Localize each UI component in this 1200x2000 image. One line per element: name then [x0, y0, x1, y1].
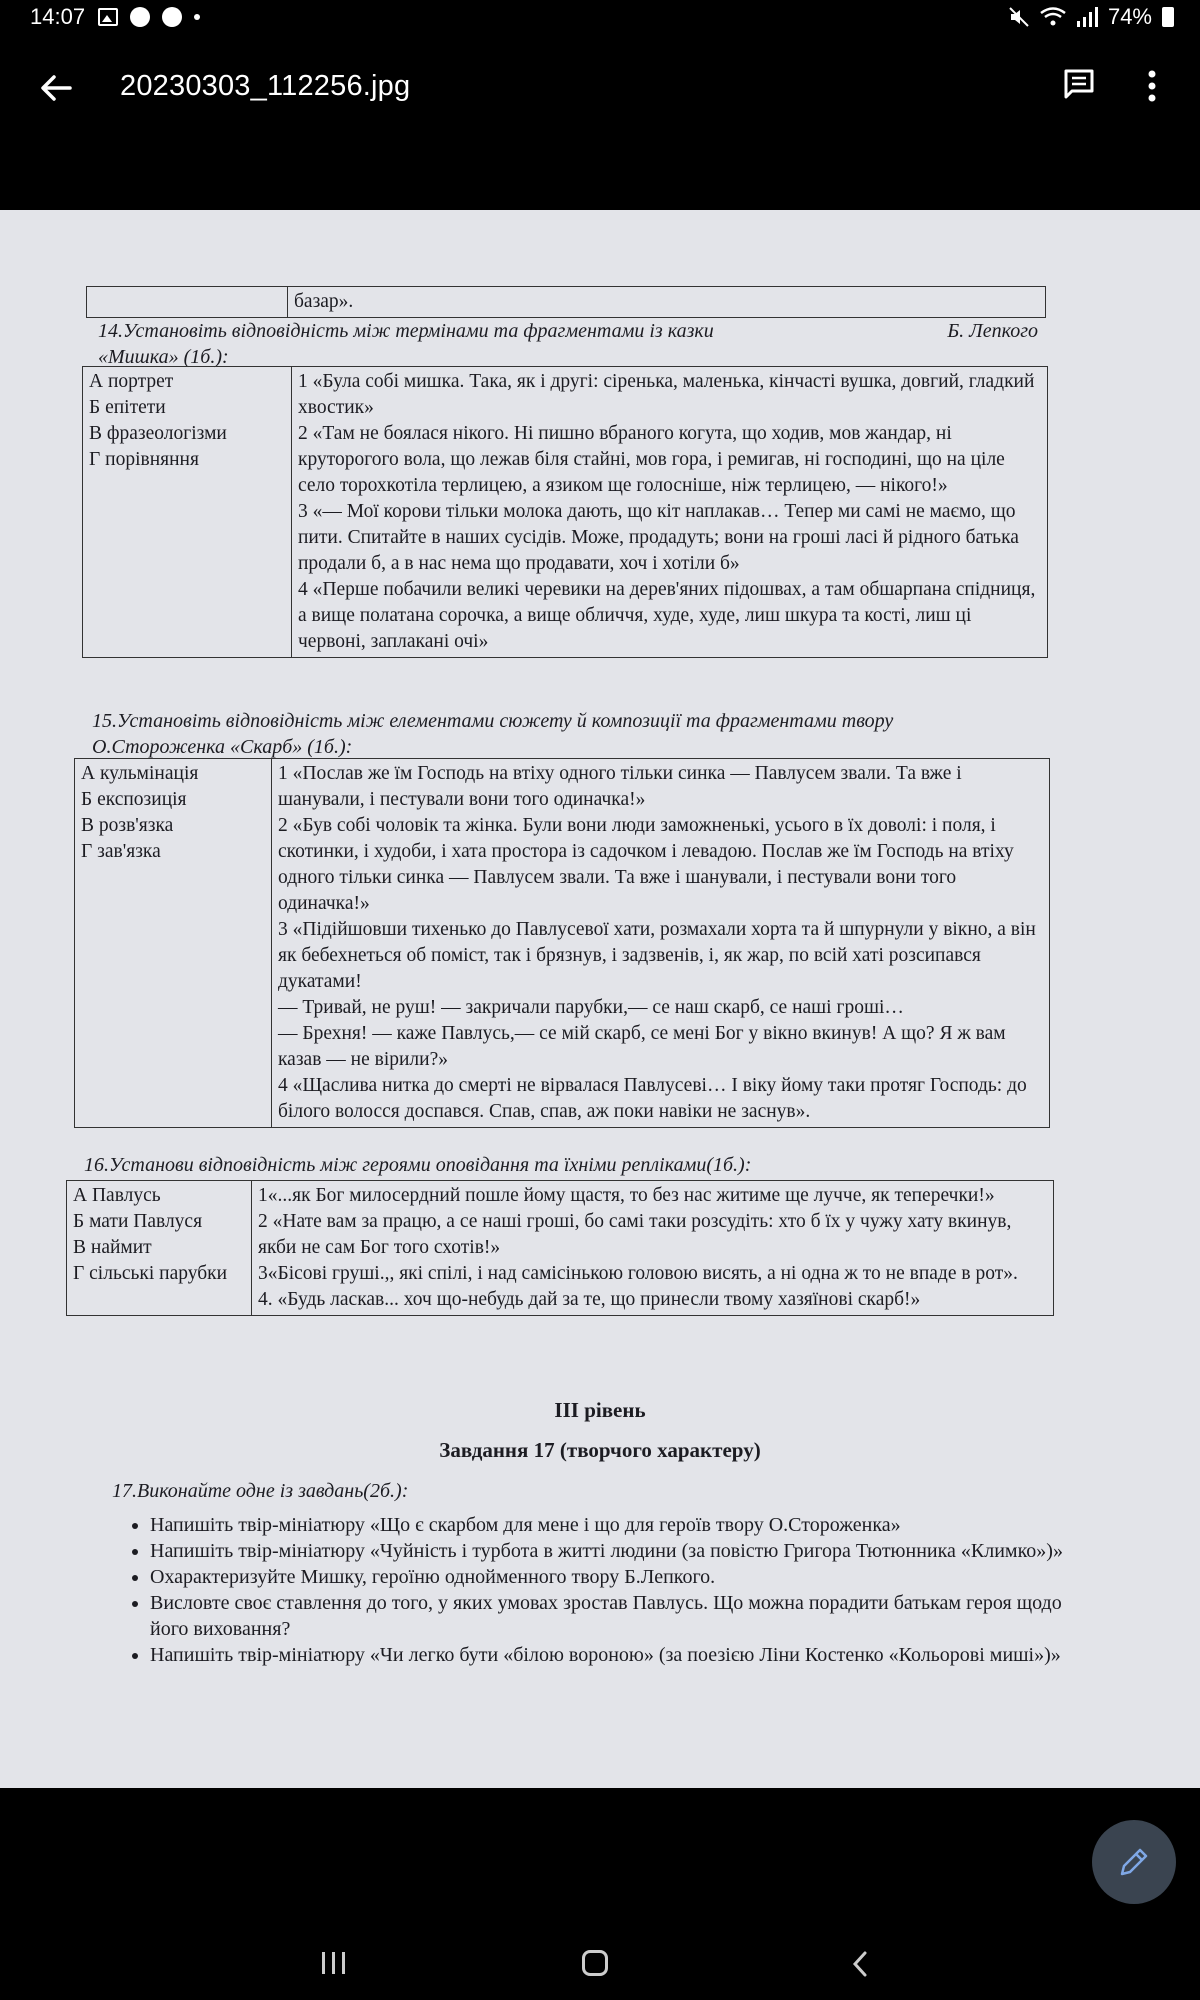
q15-element: Б експозиція	[81, 789, 187, 810]
q16-hero: А Павлусь	[73, 1185, 161, 1206]
exam-page	[0, 210, 1200, 1788]
q14-header-text: 14.Установіть відповідність між термінами та фрагментами із казки	[98, 320, 714, 342]
gallery-icon	[98, 8, 118, 26]
q17-header: 17.Виконайте одне із завдань(2б.):	[112, 1480, 409, 1502]
wifi-icon	[1040, 7, 1066, 27]
battery-percent: 74%	[1107, 4, 1152, 29]
q15-fragment: — Брехня! — каже Павлусь,— се мій скарб, се мені Бог у вікно вкинув! А що? Я ж вам казав — не вірили?»	[278, 1023, 1006, 1070]
more-notifications-dot-icon	[194, 14, 200, 20]
q15-fragment: — Тривай, не руш! — закричали парубки,— се наш скарб, се наші гроші…	[278, 997, 904, 1018]
nav-back-icon[interactable]	[850, 1950, 870, 1978]
table-cell-text: базар».	[288, 287, 1046, 318]
q14-term: А портрет	[89, 371, 174, 392]
comment-icon[interactable]	[1063, 68, 1095, 100]
battery-icon	[1162, 7, 1174, 27]
q16-heroes	[67, 1181, 252, 1316]
q14-term: Б епітети	[89, 397, 166, 418]
list-item: • Напишіть твір-мініатюру «Чи легко бути «білою вороною» (за поезією Ліни Костенко «Кольорові миші»)»	[150, 1642, 1090, 1668]
q16-reply: 1«...як Бог милосердний пошле йому щастя, то без нас житиме ще лучче, як теперечки!»	[258, 1185, 995, 1206]
q15-fragment: 2 «Був собі чоловік та жінка. Були вони люди заможненькі, усього в їх доволі: і поля, і скотинки, і худоби, і хата простора із садочком і левадою. Послав же їм Господь на втіху одного тільки синка — Павлусем звали. Та вже і шанували, і пестували вони того одиначка!»	[278, 815, 1014, 914]
q15-element: В розв'язка	[81, 815, 174, 836]
q14-table	[82, 366, 1048, 658]
home-icon[interactable]	[582, 1950, 608, 1976]
q16-header	[84, 1152, 1044, 1178]
q16-header-text: 16.Установи відповідність між героями оповідання та їхніми репліками(1б.):	[84, 1154, 752, 1176]
q14-fragment: 3 «— Мої корови тільки молока дають, що кіт наплакав… Тепер ми самі не маємо, що пити. Спитайте в наших сусідів. Може, продадуть; вони на гроші ласі й рідного батька продали б, а в нас нема що продавати, хоч і хотіли б»	[298, 501, 1019, 574]
q15-element: А кульмінація	[81, 763, 199, 784]
q16-table	[66, 1180, 1054, 1316]
list-item: • Напишіть твір-мініатюру «Що є скарбом для мене і що для героїв твору О.Стороженка»	[150, 1512, 1090, 1538]
list-item: • Висловте своє ставлення до того, у яких умовах зростав Павлусь. Що можна порадити батькам героя щодо його виховання?	[150, 1590, 1090, 1642]
q16-hero: В наймит	[73, 1237, 152, 1258]
q15-header-line2: О.Стороженка «Скарб» (1б.):	[92, 736, 353, 758]
q15-fragment: 4 «Щаслива нитка до смерті не вірвалася Павлусеві… І віку йому таки протяг Господь: до білого волосся доспався. Спав, спав, аж поки навіки не заснув».	[278, 1075, 1027, 1122]
q16-reply: 3«Бісові груші.,, які спілі, і над самісінькою головою висять, а ні одна ж то не впаде в рот».	[258, 1263, 1018, 1284]
q14-header-line2: «Мишка» (1б.):	[98, 346, 229, 368]
file-title: 20230303_112256.jpg	[120, 70, 411, 102]
document-image[interactable]	[0, 210, 1200, 1788]
more-vert-icon[interactable]	[1140, 66, 1164, 106]
q14-author: Б. Лепкого	[947, 320, 1038, 342]
q15-header	[92, 708, 1052, 760]
app-notification-icon	[162, 7, 182, 27]
q14-header	[98, 318, 1038, 370]
q14-fragments	[292, 367, 1048, 658]
q16-reply: 4. «Будь ласкав... хоч що-небудь дай за те, що принесли твому хазяїнові скарб!»	[258, 1289, 921, 1310]
table-cell-empty	[87, 287, 288, 318]
status-bar	[0, 0, 1200, 40]
q14-term: В фразеологізми	[89, 423, 227, 444]
edit-button[interactable]	[1092, 1820, 1176, 1904]
signal-icon	[1076, 7, 1098, 27]
level-heading: ІІІ рівень	[554, 1398, 646, 1422]
q14-fragment: 2 «Там не боялася нікого. Ні пишно вбраного когута, що ходив, мов жандар, ні круторогого вола, що лежав біля стайні, мов гора, і ремигав, ні господині, що на ціле село торохкотіла терлицею, а язиком ще голосніше, ніж терлицею, — нікого!»	[298, 423, 1005, 496]
chrome-icon	[130, 7, 150, 27]
q14-fragment: 4 «Перше побачили великі черевики на дерев'яних підошвах, а там обшарпана спідниця, а вище полатана сорочка, а вище обличчя, худе, худе, лиш шкура та кості, лиш ці червоні, заплакані очі»	[298, 579, 1036, 652]
q16-hero: Б мати Павлуся	[73, 1211, 203, 1232]
q14-fragment: 1 «Була собі мишка. Така, як і другі: сіренька, маленька, кінчасті вушка, довгий, гладкий хвостик»	[298, 371, 1035, 418]
q16-reply: 2 «Нате вам за працю, а се наші гроші, бо самі таки розсудіть: хто б їх у чужу хату вкинув, якби не сам Бог того схотів!»	[258, 1211, 1012, 1258]
notification-icons	[98, 7, 200, 27]
list-item: • Напишіть твір-мініатюру «Чуйність і турбота в житті людини (за повістю Григора Тютюнника «Климко»)»	[150, 1538, 1090, 1564]
pencil-icon	[1116, 1844, 1152, 1880]
q14-term: Г порівняння	[89, 449, 199, 470]
q15-fragment: 1 «Послав же їм Господь на втіху одного тільки синка — Павлусем звали. Та вже і шанували, і пестували вони того одиначка!»	[278, 763, 962, 810]
task-title: Завдання 17 (творчого характеру)	[439, 1438, 761, 1462]
clock: 14:07	[30, 4, 86, 29]
app-toolbar	[0, 40, 1200, 170]
system-icons	[1008, 4, 1174, 30]
q15-fragment: 3 «Підійшовши тихенько до Павлусевої хати, розмахали хорта та й шпурнули у вікно, а він як бебехнеться об поміст, так і брязнув, і задзвенів, і, як жар, по всій хаті розсипався дукатами!	[278, 919, 1036, 992]
table-fragment-top	[86, 286, 1046, 318]
q16-hero: Г сільські парубки	[73, 1263, 228, 1284]
back-arrow-icon[interactable]	[36, 68, 76, 108]
q15-header-text: 15.Установіть відповідність між елементами сюжету й композиції та фрагментами твору	[92, 710, 894, 732]
q14-terms	[83, 367, 292, 658]
q15-fragments	[272, 759, 1050, 1128]
list-item: • Охарактеризуйте Мишку, героїню однойменного твору Б.Лепкого.	[150, 1564, 1090, 1590]
mute-icon	[1008, 6, 1030, 28]
q16-replies	[252, 1181, 1054, 1316]
q15-table	[74, 758, 1050, 1128]
q15-elements	[75, 759, 272, 1128]
recent-apps-icon[interactable]	[320, 1952, 348, 1974]
q15-element: Г зав'язка	[81, 841, 161, 862]
task-list	[110, 1512, 1090, 1668]
